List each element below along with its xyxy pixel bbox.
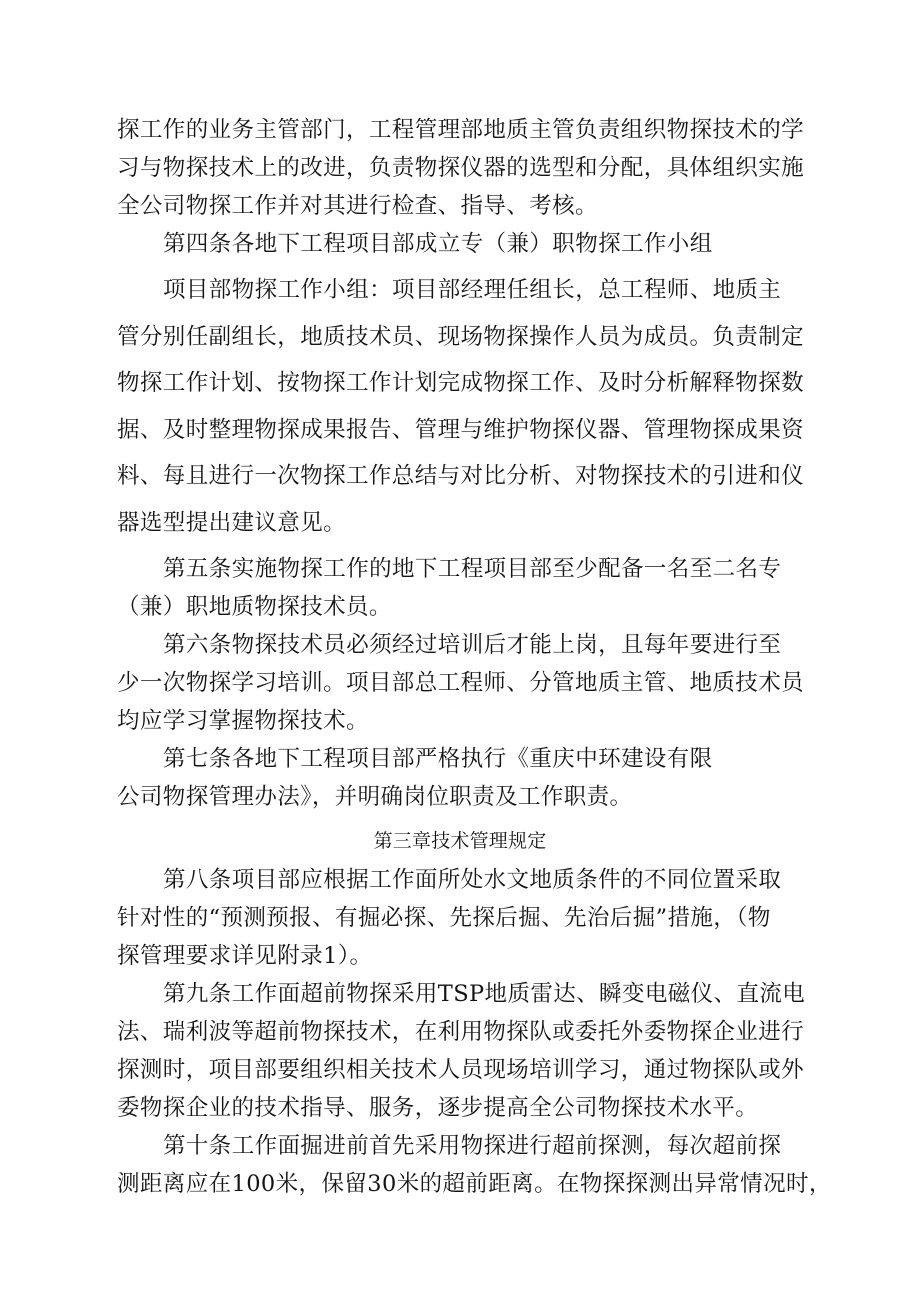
text-line: 第九条工作面超前物探采用TSP地质雷达、瞬变电磁仪、直流电 [163, 981, 806, 1007]
text-line: 料、每且进行一次物探工作总结与对比分析、对物探技术的引进和仪 [117, 463, 805, 489]
text-line: 均应学习掌握物探技术。 [117, 708, 369, 734]
text-line: 第八条项目部应根据工作面所处水文地质条件的不同位置采取 [163, 867, 782, 893]
text-line: 法、瑞利波等超前物探技术，在利用物探队或委托外委物探企业进行 [117, 1019, 805, 1045]
chapter-heading: 第三章技术管理规定 [373, 830, 547, 852]
text-line: 公司物探管理办法》，并明确岗位职责及工作职责。 [117, 784, 633, 810]
article-heading: 第四条各地下工程项目部成立专（兼）职物探工作小组 [163, 231, 713, 257]
text-line: 第十条工作面掘进前首先采用物探进行超前探测，每次超前探 [163, 1133, 782, 1159]
text-line: 探管理要求详见附录1）。 [117, 943, 373, 969]
text-line: 针对性的“预测预报、有掘必探、先探后掘、先治后掘”措施，（物 [117, 905, 771, 931]
text-line: 第七条各地下工程项目部严格执行《重庆中环建设有限 [163, 746, 713, 772]
text-line: 第五条实施物探工作的地下工程项目部至少配备一名至二名专 [163, 556, 782, 582]
text-line: 据、及时整理物探成果报告、管理与维护物探仪器、管理物探成果资 [117, 417, 805, 443]
text-line: 委物探企业的技术指导、服务，逐步提高全公司物探技术水平。 [117, 1095, 759, 1121]
text-line: 探工作的业务主管部门，工程管理部地质主管负责组织物探技术的学 [117, 117, 805, 143]
text-line: 管分别任副组长，地质技术员、现场物探操作人员为成员。负责制定 [117, 324, 805, 350]
text-line: 测距离应在100米，保留30米的超前距离。在物探探测出异常情况时， [117, 1171, 832, 1197]
text-line: 少一次物探学习培训。项目部总工程师、分管地质主管、地质技术员 [117, 670, 805, 696]
text-line: 习与物探技术上的改进，负责物探仪器的选型和分配，具体组织实施 [117, 155, 805, 181]
text-line: 第六条物探技术员必须经过培训后才能上岗，且每年要进行至 [163, 632, 782, 658]
text-line: 探测时，项目部要组织相关技术人员现场培训学习，通过物探队或外 [117, 1057, 805, 1083]
text-line: 物探工作计划、按物探工作计划完成物探工作、及时分析解释物探数 [117, 370, 805, 396]
text-line: 项目部物探工作小组：项目部经理任组长，总工程师、地质主 [163, 277, 782, 303]
text-line: 全公司物探工作并对其进行检查、指导、考核。 [117, 193, 598, 219]
text-line: 器选型提出建议意见。 [117, 510, 347, 536]
text-line: （兼）职地质物探技术员。 [117, 594, 392, 620]
